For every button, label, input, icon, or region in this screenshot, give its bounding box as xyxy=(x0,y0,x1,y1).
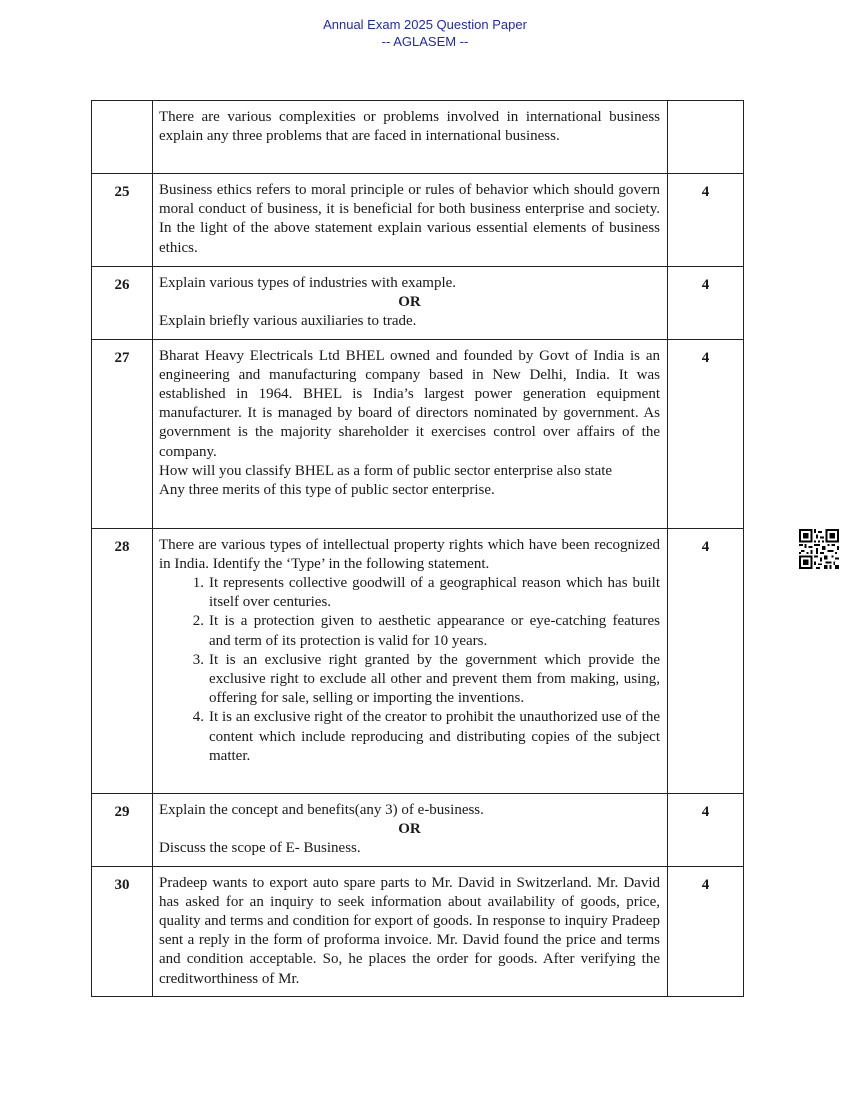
statement-number: 1. xyxy=(192,575,204,592)
table-row xyxy=(92,339,744,528)
or-separator: OR xyxy=(398,294,421,311)
table-row xyxy=(92,174,744,267)
question-paragraph: Bharat Heavy Electricals Ltd BHEL owned and founded by Govt of India is an engineering and manufacturing company based in New Delhi, India. It was established in 1964. BHEL is India’s largest power generation equipment manufacturer. It is managed by board of directors nominated by government. As government is the majority shareholder it exercises control over affairs of the company. xyxy=(159,347,660,460)
statement-number: 3. xyxy=(192,651,204,668)
question-text xyxy=(153,793,668,866)
question-paragraph: Explain the concept and benefits(any 3) of e-business. xyxy=(159,801,484,818)
statement-text: It is an exclusive right granted by the government which provide the exclusive right to exclude all other and prevent them from making, using, offering for sale, selling or importing the inventions. xyxy=(209,651,660,707)
list-item xyxy=(192,708,660,766)
question-number: 30 xyxy=(92,866,153,996)
header-title: Annual Exam 2025 Question Paper xyxy=(323,17,527,32)
list-item xyxy=(192,612,660,650)
question-number: 29 xyxy=(92,793,153,866)
qr-code-icon xyxy=(799,529,839,569)
list-item xyxy=(192,651,660,709)
page-header xyxy=(0,16,850,50)
statement-text: It is an exclusive right of the creator to prohibit the unauthorized use of the content which include reproducing and distributing copies of the subject matter. xyxy=(209,709,660,764)
question-marks: 4 xyxy=(668,267,744,340)
table-row xyxy=(92,267,744,340)
statement-number: 2. xyxy=(192,613,204,630)
question-number xyxy=(92,101,153,174)
question-paragraph: How will you classify BHEL as a form of public sector enterprise also state xyxy=(159,462,613,479)
table-row xyxy=(92,866,744,996)
question-paragraph: Explain various types of industries with example. xyxy=(159,275,457,291)
question-number: 28 xyxy=(92,528,153,793)
question-text xyxy=(153,101,668,174)
question-marks: 4 xyxy=(668,793,744,866)
list-item xyxy=(192,574,660,612)
alternative-question: Discuss the scope of E- Business. xyxy=(159,840,361,857)
question-text xyxy=(153,174,668,267)
alternative-question: Explain briefly various auxiliaries to trade. xyxy=(159,313,417,330)
statement-text: It represents collective goodwill of a geographical reason which has built itself over centuries. xyxy=(209,575,660,611)
question-paragraph: Any three merits of this type of public sector enterprise. xyxy=(159,482,495,499)
question-text xyxy=(153,267,668,340)
table-row xyxy=(92,101,744,174)
table-row xyxy=(92,528,744,793)
question-marks: 4 xyxy=(668,528,744,793)
statement-text: It is a protection given to aesthetic appearance or eye-catching features and term of its protection is valid for 10 years. xyxy=(209,613,660,649)
question-marks: 4 xyxy=(668,174,744,267)
question-paragraph: Pradeep wants to export auto spare parts to Mr. David in Switzerland. Mr. David has asked for an inquiry to seek information about availability of goods, price, quality and terms and condition for export of goods. In response to inquiry Pradeep sent a reply in the form of proforma invoice. Mr. David found the price and terms and condition acceptable. So, he places the order for goods. After verifying the creditworthiness of Mr. xyxy=(159,874,660,987)
question-marks xyxy=(668,101,744,174)
question-text xyxy=(153,866,668,996)
question-table xyxy=(91,100,744,997)
or-separator: OR xyxy=(398,820,421,837)
question-text xyxy=(153,528,668,793)
header-source: -- AGLASEM -- xyxy=(381,34,469,49)
question-text xyxy=(153,339,668,528)
question-marks: 4 xyxy=(668,866,744,996)
question-paragraph: Business ethics refers to moral principle or rules of behavior which should govern moral conduct of business, it is beneficial for both business enterprise and society. In the light of the above statement explain various essential elements of business ethics. xyxy=(159,182,660,256)
question-paragraph: There are various types of intellectual property rights which have been recognized in India. Identify the ‘Type’ in the following statement. xyxy=(159,536,660,572)
question-number: 27 xyxy=(92,339,153,528)
question-number: 26 xyxy=(92,267,153,340)
question-paragraph: There are various complexities or problems involved in international business explain any three problems that are faced in international business. xyxy=(159,109,660,145)
table-row xyxy=(92,793,744,866)
statement-list xyxy=(159,574,660,766)
statement-number: 4. xyxy=(192,709,204,726)
question-marks: 4 xyxy=(668,339,744,528)
question-number: 25 xyxy=(92,174,153,267)
